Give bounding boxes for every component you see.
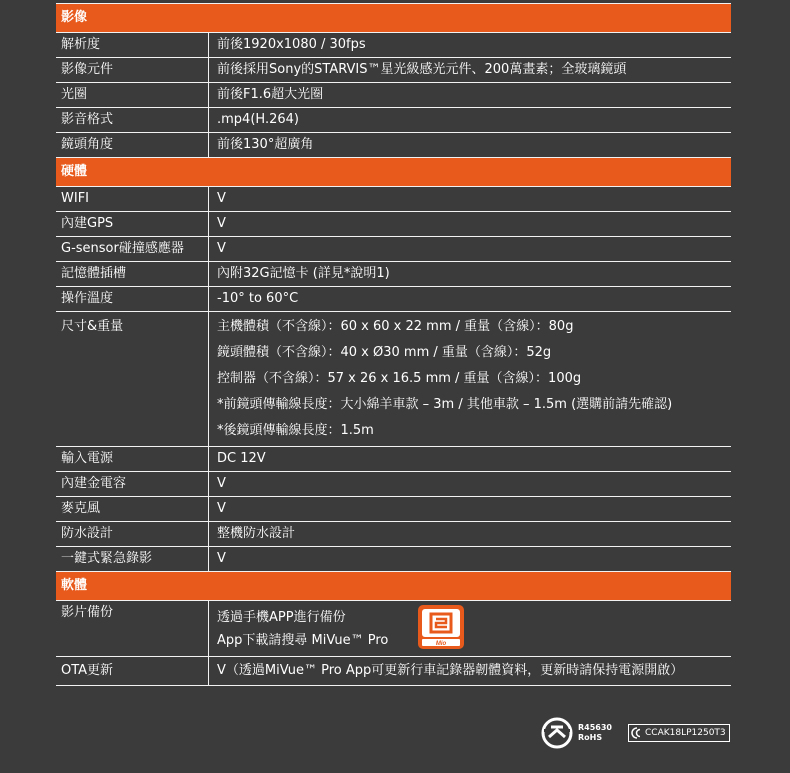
spec-value: 前後1920x1080 / 30fps <box>217 37 366 52</box>
size-line: 控制器（不含線）：57 x 26 x 16.5 mm / 重量（含線）：100g <box>217 371 582 386</box>
spec-value: DC 12V <box>217 451 266 466</box>
backup-line: App下載請搜尋 MiVue™ Pro <box>217 633 389 648</box>
spec-value: V <box>217 241 226 256</box>
ncc-cert-badge <box>628 724 730 742</box>
spec-label: 內建金電容 <box>56 472 209 496</box>
spec-label: 解析度 <box>56 33 209 57</box>
spec-row <box>56 547 731 572</box>
backup-line: 透過手機APP進行備份 <box>217 610 346 625</box>
spec-row <box>56 497 731 522</box>
spec-value: 內附32G記憶卡 (詳見*說明1) <box>217 266 390 281</box>
spec-label: 尺寸&重量 <box>56 312 209 446</box>
spec-label: WIFI <box>56 187 209 211</box>
spec-value: 前後130°超廣角 <box>217 137 314 152</box>
spec-label: 光圈 <box>56 83 209 107</box>
section-header-software: 軟體 <box>56 572 731 601</box>
spec-value: V <box>217 476 226 491</box>
spec-row-ota <box>56 657 731 686</box>
size-line: *後鏡頭傳輸線長度：1.5m <box>217 423 374 438</box>
size-line: 主機體積（不含線）：60 x 60 x 22 mm / 重量（含線）：80g <box>217 319 574 334</box>
spec-label: 防水設計 <box>56 522 209 546</box>
spec-label: 影像元件 <box>56 58 209 82</box>
certification-logos <box>540 716 730 750</box>
spec-row <box>56 522 731 547</box>
cert-id: CCAK18LP1250T3 <box>645 728 726 738</box>
spec-label: G-sensor碰撞感應器 <box>56 237 209 261</box>
spec-value: -10° to 60°C <box>217 291 299 306</box>
spec-value: .mp4(H.264) <box>217 112 299 127</box>
spec-label: 記憶體插槽 <box>56 262 209 286</box>
spec-row <box>56 237 731 262</box>
spec-row <box>56 58 731 83</box>
spec-value-multiline <box>209 312 731 446</box>
spec-row-size-weight <box>56 312 731 447</box>
spec-row <box>56 33 731 58</box>
spec-row <box>56 83 731 108</box>
spec-value: 前後F1.6超大光圈 <box>217 87 324 102</box>
spec-row <box>56 447 731 472</box>
ncc-mark-icon <box>631 727 645 739</box>
size-line: 鏡頭體積（不含線）：40 x Ø30 mm / 重量（含線）：52g <box>217 345 552 360</box>
spec-value: 前後採用Sony的STARVIS™星光級感光元件、200萬畫素；全玻璃鏡頭 <box>217 62 627 77</box>
spec-value-multiline <box>209 601 731 656</box>
spec-row <box>56 108 731 133</box>
spec-value: V <box>217 501 226 516</box>
spec-label: 操作溫度 <box>56 287 209 311</box>
size-line: *前鏡頭傳輸線長度：大小綿羊車款 – 3m / 其他車款 – 1.5m (選購前請先確認) <box>217 397 673 412</box>
section-header-video: 影像 <box>56 4 731 33</box>
mivue-app-icon[interactable] <box>418 605 464 649</box>
spec-row <box>56 187 731 212</box>
spec-label: 麥克風 <box>56 497 209 521</box>
bsmi-mark-icon <box>540 716 574 750</box>
spec-label: 內建GPS <box>56 212 209 236</box>
spec-row-video-backup <box>56 601 731 657</box>
spec-value: V <box>217 191 226 206</box>
spec-label: 輸入電源 <box>56 447 209 471</box>
spec-value: 整機防水設計 <box>217 526 296 541</box>
spec-label: 鏡頭角度 <box>56 133 209 157</box>
rohs-text: RoHS <box>578 733 603 742</box>
spec-value: V <box>217 216 226 231</box>
spec-row <box>56 212 731 237</box>
spec-label: 影音格式 <box>56 108 209 132</box>
spec-value: V（透過MiVue™ Pro App可更新行車記錄器韌體資料，更新時請保持電源開啟） <box>217 663 684 678</box>
rohs-label <box>578 723 612 743</box>
spec-row <box>56 262 731 287</box>
spec-row <box>56 133 731 158</box>
spec-label: OTA更新 <box>56 657 209 685</box>
spec-label: 影片備份 <box>56 601 209 656</box>
spec-row <box>56 472 731 497</box>
spec-row <box>56 287 731 312</box>
spec-table <box>56 3 731 686</box>
spec-value: V <box>217 551 226 566</box>
section-header-hardware: 硬體 <box>56 158 731 187</box>
spec-label: 一鍵式緊急錄影 <box>56 547 209 571</box>
rohs-code: R45630 <box>578 723 612 732</box>
svg-text:Mio: Mio <box>435 641 447 647</box>
